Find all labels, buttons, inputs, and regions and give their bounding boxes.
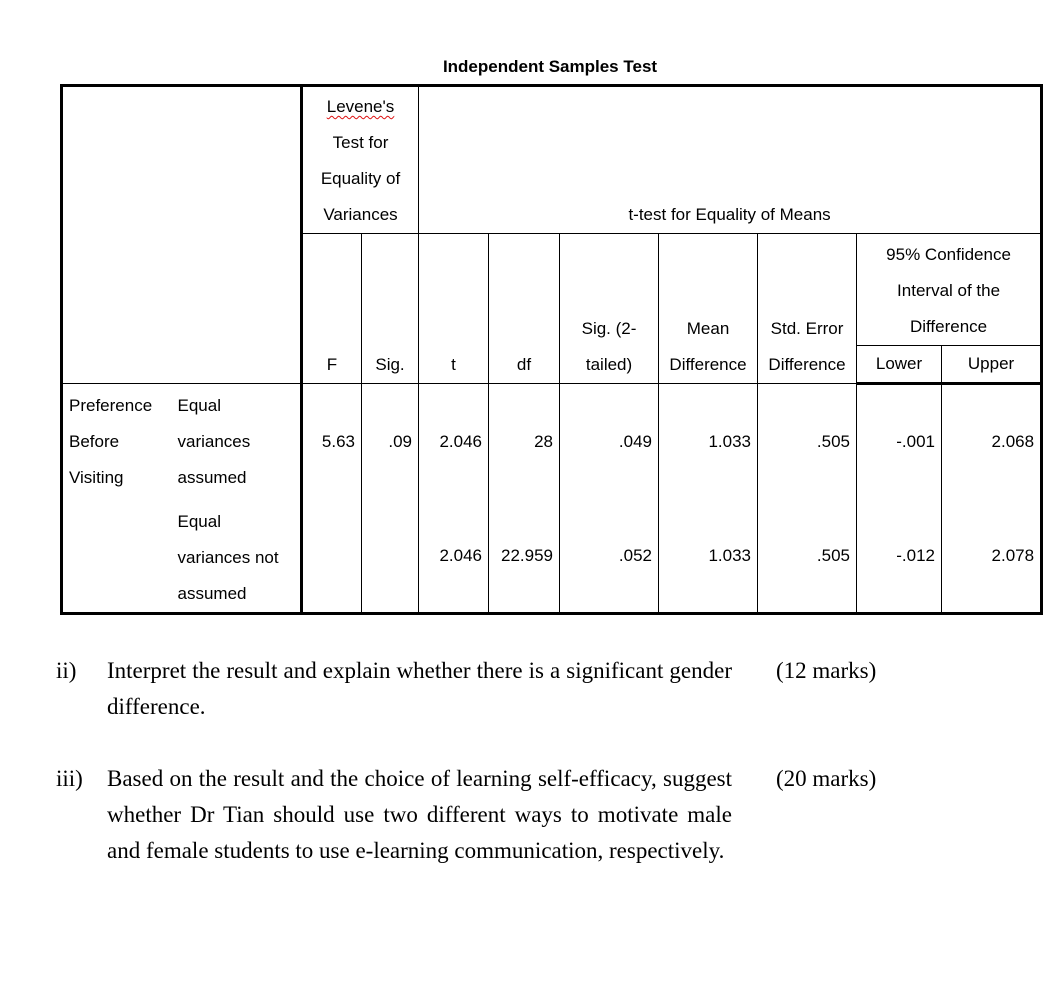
cell-sig-2-tailed: .049 xyxy=(560,384,659,500)
levene-header-line-4: Variances xyxy=(323,205,398,224)
col-header-sig: Sig. xyxy=(362,234,419,384)
row-label xyxy=(172,500,302,614)
cell-upper: 2.068 xyxy=(942,384,1042,500)
cell-sig xyxy=(362,500,419,614)
row-label-line-1: Equal xyxy=(177,396,221,415)
col-header-std-error-difference xyxy=(758,234,857,384)
independent-samples-test-table xyxy=(60,84,1043,615)
row-group-label-line-3: Visiting xyxy=(69,468,124,487)
question-marks: (12 marks) xyxy=(776,658,877,683)
sig2-line-2: tailed) xyxy=(585,355,633,374)
ttest-header: t-test for Equality of Means xyxy=(419,86,1042,234)
cell-lower: -.012 xyxy=(857,500,942,614)
se-diff-line-2: Difference xyxy=(768,355,846,374)
cell-t: 2.046 xyxy=(419,500,489,614)
table-row xyxy=(62,500,1042,614)
mean-diff-line-1: Mean xyxy=(686,319,730,338)
cell-f xyxy=(302,500,362,614)
ci-header-line-1: 95% Confidence xyxy=(886,245,1011,264)
cell-upper: 2.078 xyxy=(942,500,1042,614)
cell-lower: -.001 xyxy=(857,384,942,500)
cell-std-error-difference: .505 xyxy=(758,500,857,614)
table-row xyxy=(62,384,1042,500)
question-text: Based on the result and the choice of learning self-efficacy, suggest whether Dr Tian should use two different ways to motivate male and female students to use e-learning communication, respectively. xyxy=(107,766,732,863)
ci-header-line-2: Interval of the xyxy=(897,281,1001,300)
ci-header xyxy=(857,234,1042,346)
sig2-line-1: Sig. (2- xyxy=(581,319,637,338)
ci-header-line-3: Difference xyxy=(909,317,988,336)
levene-header-line-3: Equality of xyxy=(320,169,401,188)
row-label-line-2: variances not xyxy=(177,547,279,567)
question-number: ii) xyxy=(56,658,77,683)
col-header-lower: Lower xyxy=(857,346,942,384)
cell-f: 5.63 xyxy=(302,384,362,500)
row-label xyxy=(172,384,302,500)
row-group-label-line-1: Preference xyxy=(69,396,153,415)
row-group-label xyxy=(62,384,172,614)
levene-header-line-2: Test for xyxy=(332,133,389,152)
question-ii xyxy=(56,653,956,733)
col-header-f: F xyxy=(302,234,362,384)
row-group-label-line-2: Before xyxy=(69,432,120,451)
cell-df: 28 xyxy=(489,384,560,500)
question-marks: (20 marks) xyxy=(776,766,877,791)
se-diff-line-1: Std. Error xyxy=(770,319,844,338)
cell-df: 22.959 xyxy=(489,500,560,614)
row-label-line-1: Equal xyxy=(177,511,221,531)
table-title: Independent Samples Test xyxy=(442,57,658,76)
row-label-line-2: variances xyxy=(177,432,251,451)
cell-sig: .09 xyxy=(362,384,419,500)
header-corner-cell xyxy=(62,86,302,384)
levene-header-line-1: Levene's xyxy=(326,97,395,116)
levene-header xyxy=(302,86,419,234)
col-header-mean-difference xyxy=(659,234,758,384)
row-label-line-3: assumed xyxy=(177,583,247,603)
cell-mean-difference: 1.033 xyxy=(659,384,758,500)
question-number: iii) xyxy=(56,766,83,791)
col-header-df: df xyxy=(489,234,560,384)
col-header-sig-2-tailed xyxy=(560,234,659,384)
cell-t: 2.046 xyxy=(419,384,489,500)
row-label-line-3: assumed xyxy=(177,468,247,487)
cell-mean-difference: 1.033 xyxy=(659,500,758,614)
col-header-t: t xyxy=(419,234,489,384)
col-header-upper: Upper xyxy=(942,346,1042,384)
question-text: Interpret the result and explain whether there is a significant gender difference. xyxy=(107,658,732,719)
cell-sig-2-tailed: .052 xyxy=(560,500,659,614)
cell-std-error-difference: .505 xyxy=(758,384,857,500)
mean-diff-line-2: Difference xyxy=(669,355,747,374)
question-iii xyxy=(56,761,956,911)
